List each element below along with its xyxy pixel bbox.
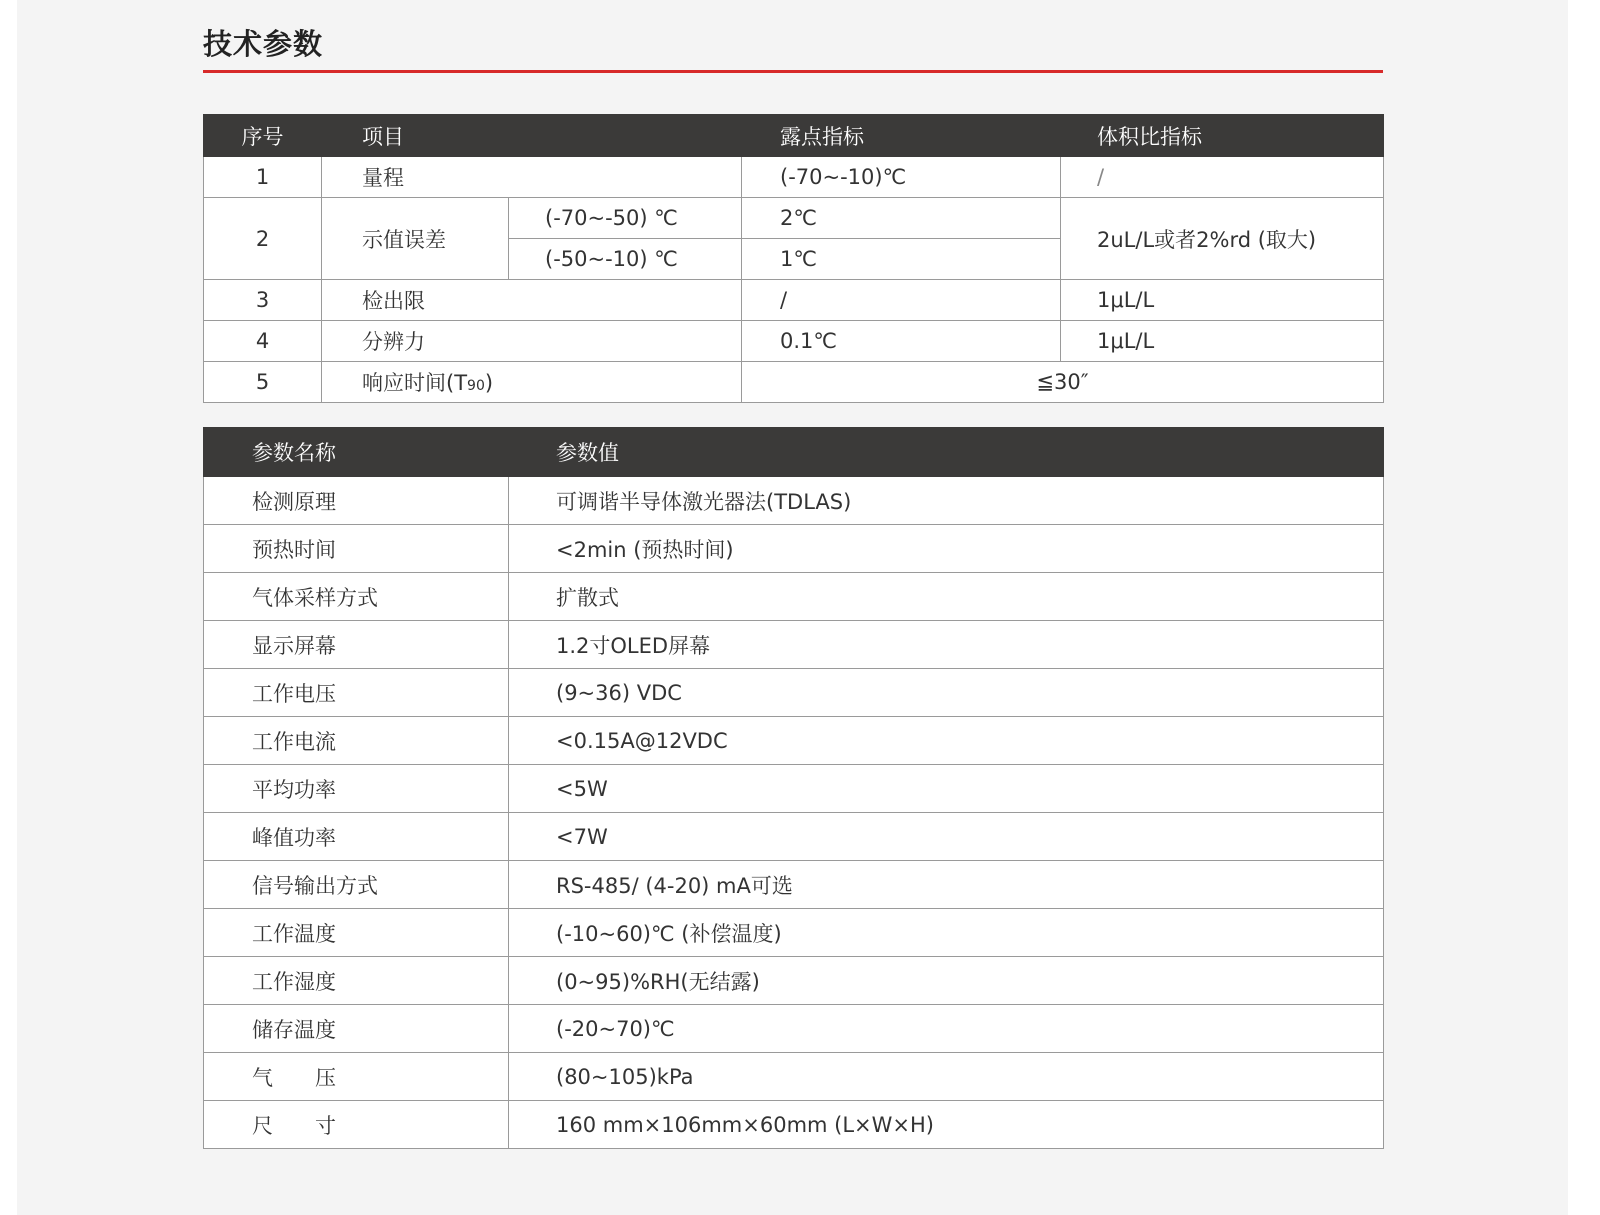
row-volume-ratio: 1μL/L [1061,280,1384,321]
table-row [204,621,1384,669]
header-volume-ratio: 体积比指标 [1061,115,1384,157]
row-range: (-70~-50) ℃ [509,198,742,239]
table-row [204,1053,1384,1101]
param-name: 检测原理 [204,477,509,525]
param-name: 工作温度 [204,909,509,957]
row-no: 1 [204,157,322,198]
row-volume-ratio: 2uL/L或者2%rd (取大) [1061,198,1384,280]
param-name: 信号输出方式 [204,861,509,909]
param-value: (-10~60)℃ (补偿温度) [509,909,1384,957]
header-param-value: 参数值 [509,428,1384,477]
param-value: (80~105)kPa [509,1053,1384,1101]
param-name: 气体采样方式 [204,573,509,621]
param-name: 平均功率 [204,765,509,813]
row-volume-ratio: / [1061,157,1384,198]
row-item-text: 响应时间(T [362,371,468,395]
section-title: 技术参数 [203,27,324,61]
param-value: (9~36) VDC [509,669,1384,717]
table-row [204,1101,1384,1149]
table-row [204,157,1384,198]
param-table [203,427,1384,1149]
row-dew-point: (-70~-10)℃ [742,157,1061,198]
table-row [204,198,1384,239]
param-value: <0.15A@12VDC [509,717,1384,765]
row-no: 3 [204,280,322,321]
param-value: <2min (预热时间) [509,525,1384,573]
table-row [204,957,1384,1005]
table-row [204,765,1384,813]
table-row [204,1005,1384,1053]
param-name: 显示屏幕 [204,621,509,669]
param-name: 工作电流 [204,717,509,765]
param-value: 1.2寸OLED屏幕 [509,621,1384,669]
row-item: 检出限 [322,280,742,321]
table-row [204,669,1384,717]
header-item: 项目 [322,115,742,157]
title-underline [203,70,1383,73]
table-row [204,861,1384,909]
param-name: 预热时间 [204,525,509,573]
header-no: 序号 [204,115,322,157]
param-value: (0~95)%RH(无结露) [509,957,1384,1005]
row-combined-value: ≦30″ [742,362,1384,403]
row-dew-point: 0.1℃ [742,321,1061,362]
param-value: RS-485/ (4-20) mA可选 [509,861,1384,909]
param-name: 气 压 [204,1053,509,1101]
param-name: 工作湿度 [204,957,509,1005]
param-value: (-20~70)℃ [509,1005,1384,1053]
spec-table-header [204,115,1384,157]
table-row [204,477,1384,525]
param-value: <5W [509,765,1384,813]
param-name: 峰值功率 [204,813,509,861]
header-param-name: 参数名称 [204,428,509,477]
spec-table [203,114,1384,403]
param-name: 储存温度 [204,1005,509,1053]
row-dew-point: / [742,280,1061,321]
row-no: 4 [204,321,322,362]
param-value: 扩散式 [509,573,1384,621]
table-row [204,909,1384,957]
param-name: 工作电压 [204,669,509,717]
row-item: 示值误差 [322,198,509,280]
row-volume-ratio: 1μL/L [1061,321,1384,362]
table-row [204,573,1384,621]
table-row [204,321,1384,362]
param-value: 可调谐半导体激光器法(TDLAS) [509,477,1384,525]
param-table-header [204,428,1384,477]
param-value: <7W [509,813,1384,861]
header-dew-point: 露点指标 [742,115,1061,157]
param-name: 尺 寸 [204,1101,509,1149]
row-no: 2 [204,198,322,280]
row-range: (-50~-10) ℃ [509,239,742,280]
row-dew-point: 2℃ [742,198,1061,239]
row-item-suffix: ) [484,371,494,395]
row-item: 量程 [322,157,742,198]
row-dew-point: 1℃ [742,239,1061,280]
row-item [322,362,742,403]
table-row [204,717,1384,765]
row-item: 分辨力 [322,321,742,362]
param-value: 160 mm×106mm×60mm (L×W×H) [509,1101,1384,1149]
table-row [204,362,1384,403]
table-row [204,813,1384,861]
table-row [204,280,1384,321]
row-item-subscript: 90 [467,378,485,394]
row-no: 5 [204,362,322,403]
table-row [204,525,1384,573]
